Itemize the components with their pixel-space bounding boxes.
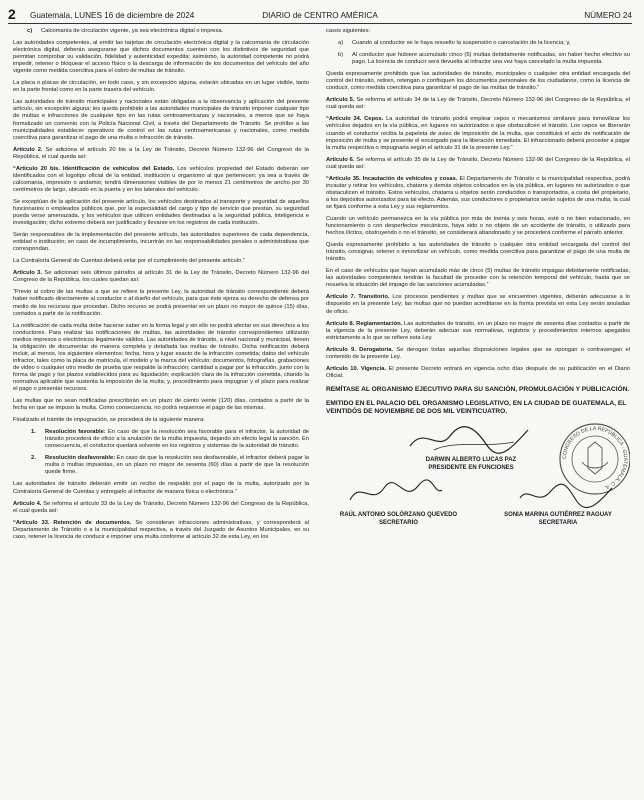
newspaper-name: DIARIO de CENTRO AMÉRICA	[262, 11, 378, 20]
article-2: Artículo 2. Se adiciona el artículo 20 bis a la Ley de Tránsito, Decreto Número 132-96 del Congreso de la República, el cual queda así:	[13, 146, 309, 160]
paragraph: La notificación de cada multa debe hacerse saber en la forma legal y sin ello no podrá afectar en sus derechos a los conductores. Para realizar las notificaciones de multas, las autoridades de tránsito correspondientes utilizarán medios impresos o electrónicos legalmente válidos. Las autoridades de tránsito, a nivel nacional y municipal, tienen la obligación de documentar de manera completa y detallada las multas de tránsito. Dicha notificación deberá incluir, al menos, los siguientes elementos: fecha, hora y lugar exacto de la infracción cometida; datos del vehículo infractor, tales como la placa de matrícula, el modelo y la marca del vehículo; documentos, fotografías, grabaciones de video o cualquier otro medio de prueba que respalde la infracción; cantidad a pagar por la infracción, junto con la forma de pago y los plazos establecidos para su liquidación; explicación clara de la infracción cometida, citando la normativa aplicable que sustenta la imposición de la multa; y, procedimiento para impugnar y el plazo para realizar el pago o presentar recursos.	[13, 322, 309, 393]
article-34: “Artículo 34. Cepos. La autoridad de tránsito podrá emplear cepos o mecanismos similares para inmovilizar los vehículos dejados en la vía pública, en lugares no autorizados o que obstaculicen el tránsito. Los cepos se liberarán cuando el conductor reciba la papeleta de aviso de imposición de la multa, que constituirá el acto de notificación de imposición de multa y se presente el encargado para la liberación inmediata. El infraccionado deberá proceder a pagar la multa respectiva o impugnarla según el artículo 31 de la presente Ley.”	[326, 116, 630, 151]
page-number: 2	[8, 6, 16, 22]
article-9: Artículo 9. Derogatoria. Se derogan todas aquellas disposiciones legales que se opongan o contravengan el contenido de la presente Ley.	[326, 346, 630, 360]
paragraph: Cuando un vehículo permanezca en la vía pública por más de treinta y seis horas, esté o no bien estacionado, en funcionamiento o con desperfectos mecánicos, haya sido o no objeto de un accidente de tránsito, o utilizado para hechos ilícitos, obstruyendo o no el tránsito, se considerará abandonado y se procederá conforme el párrafo anterior.	[326, 215, 630, 237]
signature-scribble-icon	[404, 422, 534, 456]
issue-number: NÚMERO 24	[584, 11, 632, 20]
article-33: “Artículo 33. Retención de documentos. Se consideran infracciones administrativas, y corresponderá al Departamento de Tránsito o a la municipalidad respectiva, a través del Juzgado de Asuntos Municipales, en su caso, retener la licencia de conducir e imponer una multa conforme al artículo 32 de esta Ley, en los	[13, 519, 309, 540]
paragraph: casos siguientes:	[326, 28, 371, 34]
article-3: Artículo 3. Se adicionan seis últimos párrafos al artículo 31 de la Ley de Tránsito, Decreto Número 132-96 del Congreso de la República, los cuales quedan así:	[13, 270, 309, 284]
article-35: “Artículo 35. Incautación de vehículos y cosas. El Departamento de Tránsito o la municipalidad respectiva, podrá incautar y retirar los vehículos, chatarra y demás objetos colocados en la vía pública, en lugares no autorizados o que obstaculicen el tránsito. Estos vehículos, chatarra u objetos serán conducidos o transportados, a costa del propietario, a los depósitos autorizados para tal efecto. Además, sus conductores o propietarios serán sujetos de una multa, la cual se fijará conforme a esta Ley y sus reglamentos.	[326, 175, 630, 210]
right-column	[326, 28, 630, 796]
list-item: c) Calcomanía de circulación vigente, ya sea electrónica digital o impresa.	[27, 28, 224, 34]
paragraph: Las autoridades de tránsito municipales y nacionales están obligadas a la observancia y aplicación del presente artículo, sin excepción alguna; les queda prohibido a las autoridades municipales de tránsito imponer cualquier tipo de multas e infracciones de cualquier tipo en las rutas centroamericanas y nacionales, a menos que se haya formalizado un convenio con la Policía Nacional Civil, a través del Departamento de Tránsito. Se prohíbe a las municipalidades establecer operativos de control en las rutas centroamericanas y nacionales, como medida coercitiva para garantizar el pago de una multa o infracción de tránsito.	[13, 99, 309, 141]
signature-president: DARWIN ALBERTO LUCAS PAZ PRESIDENTE EN FUNCIONES	[425, 457, 517, 471]
paragraph: En el caso de vehículos que hayan acumulado más de cinco (5) multas de tránsito impagas debidamente notificadas, las autoridades competentes tendrán la facultad de proceder con la retención temporal del vehículo, hasta que se resuelva la situación del impago de las sanciones acumuladas.”	[326, 268, 630, 289]
paragraph: La placa o placas de circulación, en todo caso, y sin excepción alguna, estarán ubicadas en un lugar visible, tanto en la parte frontal como en la parte trasera del vehículo.	[13, 80, 309, 94]
svg-text:CONGRESO DE LA REPÚBLICA · GUA: CONGRESO DE LA REPÚBLICA · GUATEMALA, C. A.	[561, 426, 629, 491]
signature-scribble-icon	[516, 480, 616, 510]
paragraph: La Contraloría General de Cuentas deberá velar por el cumplimiento del presente artículo.”	[13, 258, 245, 265]
article-4: Artículo 4. Se reforma el artículo 33 de la Ley de Tránsito, Decreto Número 132-96 del Congreso de la República, el cual queda así:	[13, 500, 309, 514]
article-7: Artículo 7. Transitorio. Los procesos pendientes y multas que se encuentren vigentes, deberán adecuarse a lo dispuesto en la presente Ley; las multas que no puedan acreditarse en la forma prevista en esta Ley serán anuladas de oficio.	[326, 294, 630, 315]
article-6: Artículo 6. Se reforma el artículo 35 de la Ley de Tránsito, Decreto Número 132-96 del Congreso de la República, el cual queda así:	[326, 156, 630, 170]
left-column	[13, 28, 309, 796]
page-header	[8, 6, 632, 24]
paragraph: Las multas que no sean notificadas prescribirán en un plazo de ciento veinte (120) días, contados a partir de la fecha en que se impuso la multa. Como consecuencia, no podrá requerirse el pago de las mismas.	[13, 398, 309, 412]
list-item: 1. Resolución favorable: En caso de que la resolución sea favorable para el infractor, la autoridad de tránsito procederá de oficio a la anulación de la multa impuesta, dejando sin efecto legal la sanción. En consecuencia, el conductor quedará solvente en los registros y sistemas de la autoridad de tránsito.	[31, 429, 309, 450]
paragraph: Las autoridades de tránsito deberán emitir un recibo de respaldo por el pago de la multa, autorizado por la Contraloría General de Cuentas y entregarlo al infractor de manera física o electrónica.”	[13, 481, 309, 495]
issued-statement: EMITIDO EN EL PALACIO DEL ORGANISMO LEGISLATIVO, EN LA CIUDAD DE GUATEMALA, EL VEINTIDÓS DE NOVIEMBRE DE DOS MIL VEINTICUATRO.	[326, 400, 627, 416]
article-5: Artículo 5. Se reforma el artículo 34 de la Ley de Tránsito, Decreto Número 132-96 del Congreso de la República, el cual queda así:	[326, 97, 630, 111]
signature-block	[326, 422, 630, 540]
signature-secretary-2: SONIA MARINA GUTIÉRREZ RAGUAY SECRETARIA	[504, 512, 612, 526]
list-item: b) Al conductor que hubiere acumulado cinco (5) multas debidamente notificadas, sin haber hecho efectivo su pago. La licencia de conducir será devuelta al infractor una vez haya cancelado la multa impuesta.	[338, 52, 630, 66]
paragraph: Queda expresamente prohibido que las autoridades de tránsito, municipales o cualquier otra entidad encargada del control del tránsito, retiren, retengan o confisquen los documentos personales de los ciudadanos, como la licencia de conducir, como medida coercitiva para garantizar el pago de las multas de tránsito.”	[326, 71, 630, 92]
article-8: Artículo 8. Reglamentación. Las autoridades de tránsito, en un plazo no mayor de sesenta días contados a partir de la vigencia de la presente Ley, deberán adecuar sus normativas, registros y procedimientos internos apegados estrictamente a lo que se refiere esta Ley.	[326, 320, 630, 341]
paragraph: Serán responsables de la implementación del presente artículo, las autoridades superiores de cada dependencia, entidad o institución; en caso de incumplimiento, incurrirán en las responsabilidades penales o administrativas que correspondan.	[13, 232, 309, 253]
list-item: a) Cuando al conductor se le haya resuelto la suspensión o cancelación de la licencia; y,	[338, 40, 571, 47]
article-10: Artículo 10. Vigencia. El presente Decreto entrará en vigencia ocho días después de su publicación en el Diario Oficial.	[326, 365, 630, 379]
paragraph: Las autoridades competentes, al emitir las tarjetas de circulación electrónica digital y la calcomanía de circulación electrónica digital, deberán asegurarse que dichos documentos cuenten con los distintivos de seguridad que permitan comprobar su validación, fidelidad y autenticidad expedita; asimismo, la autoridad competente no podrá impedir, retener o bloquear el acceso físico o la descarga de información de los documentos del vehículo del año vigente como medida coercitiva para el cobro de multas de tránsito.	[13, 40, 309, 75]
signature-secretary-1: RAÚL ANTONIO SOLÓRZANO QUEVEDO SECRETARIO	[339, 512, 458, 526]
paragraph: “Previo al cobro de las multas a que se refiere la presente Ley, la autoridad de tránsito correspondiente deberá haber notificado directamente al conductor o al dueño del vehículo, para que éste ejerza su derecho de defensa por medio de los recursos que procedan. Dicho recurso se podrá presentar en un plazo no mayor de quince (15) días, contados a partir de la notificación.	[13, 289, 309, 317]
remit-statement: REMÍTASE AL ORGANISMO EJECUTIVO PARA SU SANCIÓN, PROMULGACIÓN Y PUBLICACIÓN.	[326, 385, 630, 393]
paragraph: Se exceptúan de la aplicación del presente artículo, los vehículos destinados al transporte y seguridad de aquellos funcionarios o empleados públicos que, por la especialidad del cargo y tipo de servicio que prestan, su seguridad pueda verse amenazada, y los vehículos que utilicen entidades destinadas a la seguridad pública, inteligencia e investigación; dicho extremo deberá ser justificado y llevarse en los registros de cada institución.	[13, 198, 309, 227]
header-date: Guatemala, LUNES 16 de diciembre de 2024	[30, 11, 195, 20]
list-item: 2. Resolución desfavorable: En caso de que la resolución sea desfavorable, el infractor deberá pagar la multa o multas impuestas, en un plazo no mayor de sesenta (60) días a partir de que la resolución quede firme.	[31, 455, 309, 476]
signature-scribble-icon	[346, 478, 446, 508]
paragraph: Finalizado el trámite de impugnación, se procederá de la siguiente manera:	[13, 417, 205, 424]
paragraph: Queda expresamente prohibido a las autoridades de tránsito o cualquier otra entidad encargada del control del tránsito, consignar, retener o inmovilizar un vehículo, como medida coercitiva para garantizar el pago de una multa de tránsito.	[326, 242, 630, 263]
article-20-bis: “Artículo 20 bis. Identificación de vehículos del Estado. Los vehículos propiedad del Estado deberán ser identificados con el logotipo oficial de la entidad, institución u organismo al que pertenecen; ya sea a través de calcomanía, impresión o andamio; tendrá dimensiones visibles de por lo menos 21 centímetros de ancho por 30 centímetros de largo, ubicado en la puerta y en los laterales del vehículo.	[13, 165, 309, 193]
